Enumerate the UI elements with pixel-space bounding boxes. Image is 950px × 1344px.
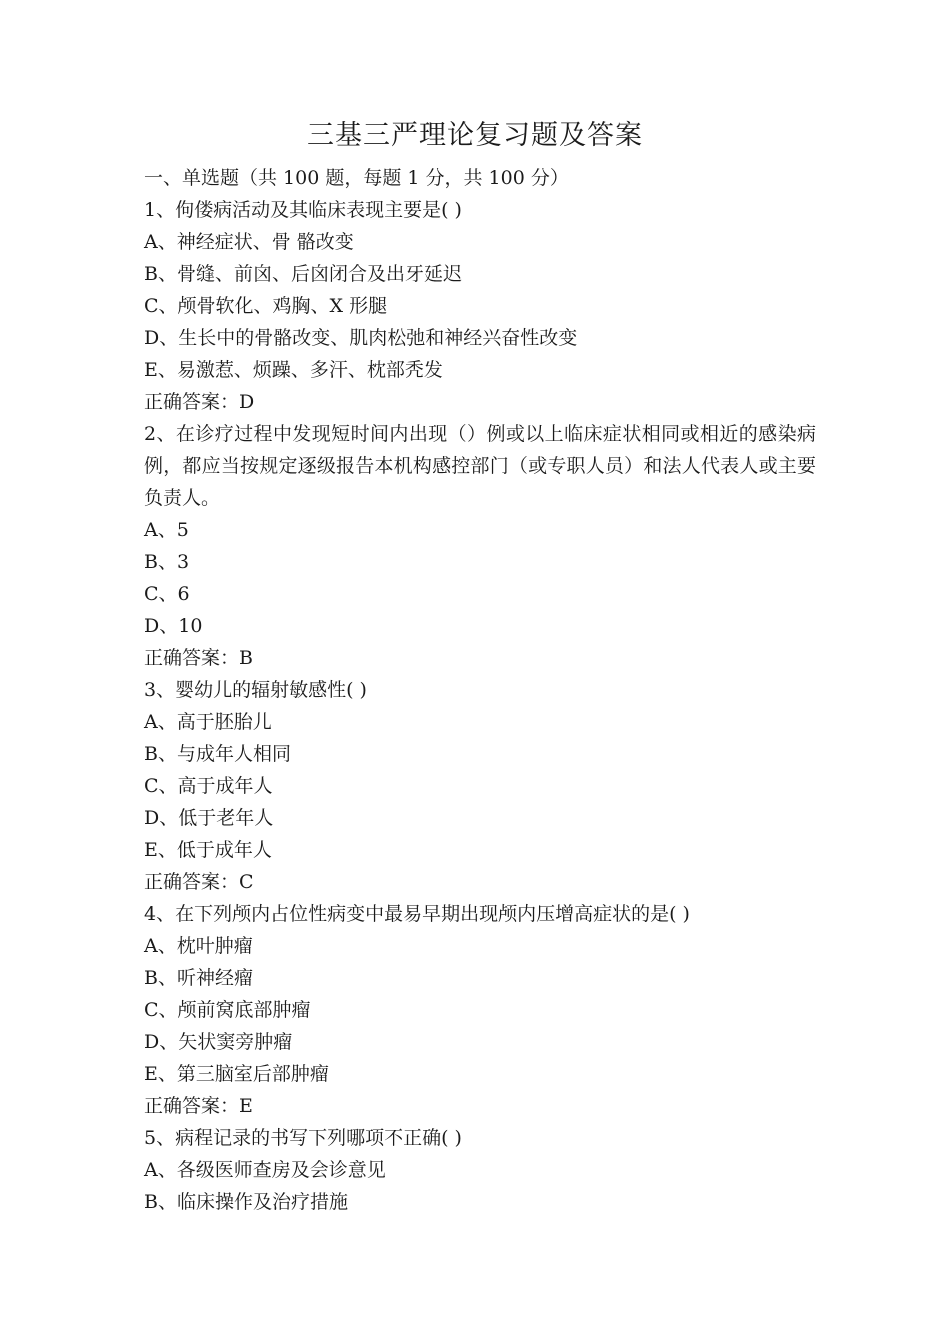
question-stem: 5、病程记录的书写下列哪项不正确( ): [144, 1127, 462, 1149]
option-b: B、临床操作及治疗措施: [144, 1191, 348, 1213]
question-stem: 3、婴幼儿的辐射敏感性( ): [144, 679, 367, 701]
option-d: D、10: [144, 615, 203, 637]
option-d: D、低于老年人: [144, 807, 274, 829]
option-e: E、易激惹、烦躁、多汗、枕部秃发: [144, 359, 443, 381]
option-b: B、骨缝、前囟、后囟闭合及出牙延迟: [144, 263, 462, 285]
question-stem: 2、在诊疗过程中发现短时间内出现（）例或以上临床症状相同或相近的感染病例，都应当按规定逐级报告本机构感控部门（或专职人员）和法人代表人或主要负责人。: [144, 423, 816, 509]
question-5: [144, 1122, 816, 1218]
question-4: [144, 898, 816, 1122]
question-1: [144, 194, 816, 418]
document-body: [144, 162, 816, 1218]
option-a: A、高于胚胎儿: [144, 711, 272, 733]
option-e: E、第三脑室后部肿瘤: [144, 1063, 329, 1085]
document-title: 三基三严理论复习题及答案: [307, 120, 643, 151]
correct-answer: 正确答案：B: [144, 647, 253, 669]
option-a: A、5: [144, 519, 189, 541]
option-a: A、枕叶肿瘤: [144, 935, 253, 957]
option-c: C、颅骨软化、鸡胸、X 形腿: [144, 295, 388, 317]
question-stem: 1、佝偻病活动及其临床表现主要是( ): [144, 199, 462, 221]
option-d: D、生长中的骨骼改变、肌肉松弛和神经兴奋性改变: [144, 327, 578, 349]
option-a: A、神经症状、骨 骼改变: [144, 231, 354, 253]
option-c: C、高于成年人: [144, 775, 273, 797]
option-a: A、各级医师查房及会诊意见: [144, 1159, 386, 1181]
option-b: B、3: [144, 551, 190, 573]
option-c: C、颅前窝底部肿瘤: [144, 999, 311, 1021]
question-2: [144, 418, 816, 674]
option-d: D、矢状窦旁肿瘤: [144, 1031, 293, 1053]
correct-answer: 正确答案：D: [144, 391, 255, 413]
option-c: C、6: [144, 583, 190, 605]
question-stem: 4、在下列颅内占位性病变中最易早期出现颅内压增高症状的是( ): [144, 903, 690, 925]
correct-answer: 正确答案：C: [144, 871, 254, 893]
section-heading: 一、单选题（共 100 题，每题 1 分，共 100 分）: [144, 167, 569, 189]
question-3: [144, 674, 816, 898]
correct-answer: 正确答案：E: [144, 1095, 253, 1117]
option-e: E、低于成年人: [144, 839, 272, 861]
option-b: B、与成年人相同: [144, 743, 291, 765]
option-b: B、听神经瘤: [144, 967, 253, 989]
